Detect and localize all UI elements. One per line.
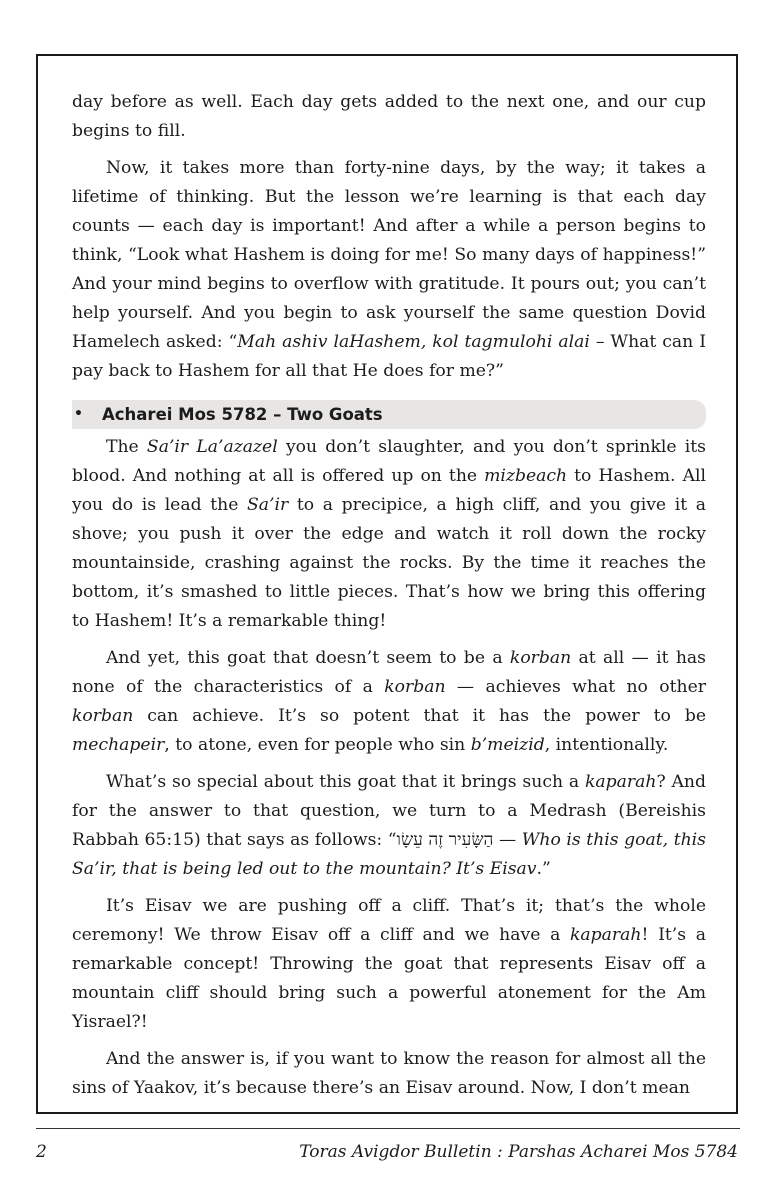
italic-term: Who is this goat, this Sa’ir, that is being led out to the mountain? It’s Eisav (72, 830, 706, 879)
text-run: ! It’s a remarkable concept! Throwing the goat that represents Eisav off a mountain cliff should bring such a powerful atonement for the Am Yisrael?! (72, 925, 707, 1032)
footer-rule (36, 1128, 740, 1129)
section-after-heading (72, 433, 706, 1103)
text-run: .” (536, 859, 551, 879)
paragraph (72, 892, 706, 1037)
italic-term: kaparah (584, 772, 657, 792)
paragraph (72, 768, 706, 884)
paragraph (72, 88, 706, 146)
text-run: Now, it takes more than forty-nine days, by the way; it takes a lifetime of thinking. But the lesson we’re learning is that each day counts — each day is important! And after a while a person begins to think, “Look what Hashem is doing for me! So many days of happiness!” And your mind begins to overflow with gratitude. It pours out; you can’t help yourself. And you begin to ask yourself the same question Dovid Hamelech asked: “ (72, 158, 706, 352)
page-frame (36, 54, 738, 1114)
text-run: — achieves what no other (445, 677, 706, 697)
italic-term: Sa’ir La’azazel (146, 437, 278, 457)
text-run: And the answer is, if you want to know the reason for almost all the sins of Yaakov, it’s because there’s an Eisav around. Now, I don’t mean (72, 1049, 706, 1098)
text-run: And yet, this goat that doesn’t seem to be a (106, 648, 510, 668)
text-run: to a precipice, a high cliff, and you give it a shove; you push it over the edge and watch it roll down the rocky mountainside, crashing against the rocks. By the time it reaches the bottom, it’s smashed to little pieces. That’s how we bring this offering to Hashem! It’s a remarkable thing! (72, 495, 706, 631)
paragraph (72, 1045, 706, 1103)
italic-term: kaparah (570, 925, 642, 945)
text-run: can achieve. It’s so potent that it has the power to be (133, 706, 706, 726)
text-run: , intentionally. (544, 735, 669, 755)
italic-term: korban (384, 677, 446, 697)
bullet-icon: • (74, 406, 83, 422)
section-before-heading (72, 88, 706, 386)
italic-term: korban (509, 648, 572, 668)
section-heading-title: Acharei Mos 5782 – Two Goats (102, 405, 383, 424)
paragraph (72, 644, 706, 760)
text-run: to Hashem. All you do is lead the (72, 466, 706, 515)
text-run: What’s so special about this goat that it brings such a (106, 772, 585, 792)
running-title: Toras Avigdor Bulletin : Parshas Acharei Mos 5784 (299, 1142, 738, 1162)
text-run: The (106, 437, 147, 457)
article-body (72, 88, 706, 1111)
text-run: at all — it has none of the characteristics of a (72, 648, 706, 697)
page-number: 2 (36, 1142, 47, 1162)
text-run: — (493, 830, 522, 850)
italic-term: mizbeach (484, 466, 568, 486)
paragraph (72, 433, 706, 636)
italic-term: b’meizid (470, 735, 545, 755)
section-heading (72, 400, 706, 429)
italic-term: mechapeir (72, 735, 165, 755)
italic-term: Mah ashiv laHashem, kol tagmulohi alai (237, 332, 590, 352)
text-run: ? And for the answer to that question, we turn to a Medrash (Bereishis Rabbah 65:15) that says as follows: “ (72, 772, 706, 850)
text-run: – What can I pay back to Hashem for all that He does for me?” (72, 332, 707, 381)
text-run: It’s Eisav we are pushing off a cliff. That’s it; that’s the whole ceremony! We throw Eisav off a cliff and we have a (72, 896, 706, 945)
italic-term: korban (72, 706, 134, 726)
text-run: day before as well. Each day gets added to the next one, and our cup begins to fill. (72, 92, 706, 141)
hebrew-quote: הַשָּׂעִיר זֶה עֵשָׂו (396, 830, 494, 850)
italic-term: Sa’ir (247, 495, 289, 515)
text-run: you don’t slaughter, and you don’t sprinkle its blood. And nothing at all is offered up on the (72, 437, 707, 486)
paragraph (72, 154, 706, 386)
text-run: , to atone, even for people who sin (164, 735, 471, 755)
